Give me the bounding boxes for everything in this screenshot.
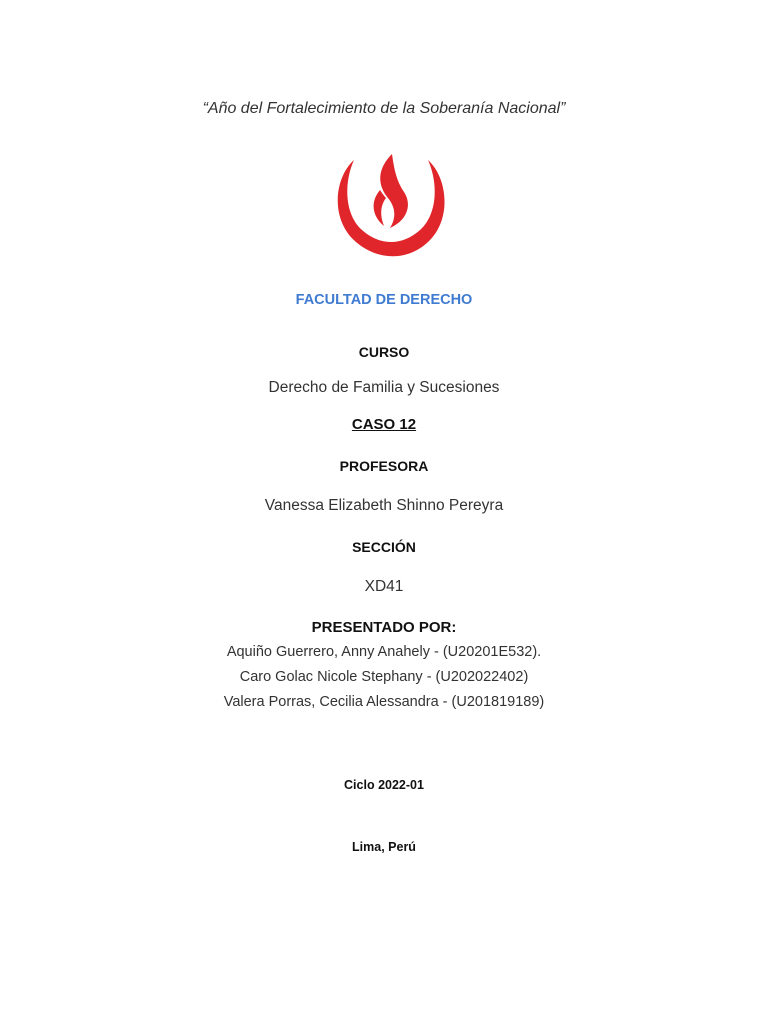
presented-by-label: PRESENTADO POR: [311, 619, 457, 636]
professor-label: PROFESORA [339, 458, 429, 474]
case-title: CASO 12 [351, 416, 417, 433]
member-item: Valera Porras, Cecilia Alessandra - (U201819189) [223, 694, 545, 710]
cycle-text: Ciclo 2022-01 [344, 778, 424, 792]
course-label: CURSO [358, 344, 410, 360]
motto-text: “Año del Fortalecimiento de la Soberanía Nacional” [202, 100, 566, 117]
upc-flame-logo-icon [334, 150, 448, 260]
member-item: Caro Golac Nicole Stephany - (U202022402) [239, 669, 529, 685]
location-text: Lima, Perú [352, 840, 416, 854]
course-name: Derecho de Familia y Sucesiones [268, 379, 500, 396]
faculty-heading: FACULTAD DE DERECHO [295, 292, 473, 308]
professor-name: Vanessa Elizabeth Shinno Pereyra [264, 497, 504, 514]
section-label: SECCIÓN [352, 539, 416, 555]
member-item: Aquiño Guerrero, Anny Anahely - (U20201E532). [226, 644, 542, 660]
section-value: XD41 [364, 578, 404, 595]
